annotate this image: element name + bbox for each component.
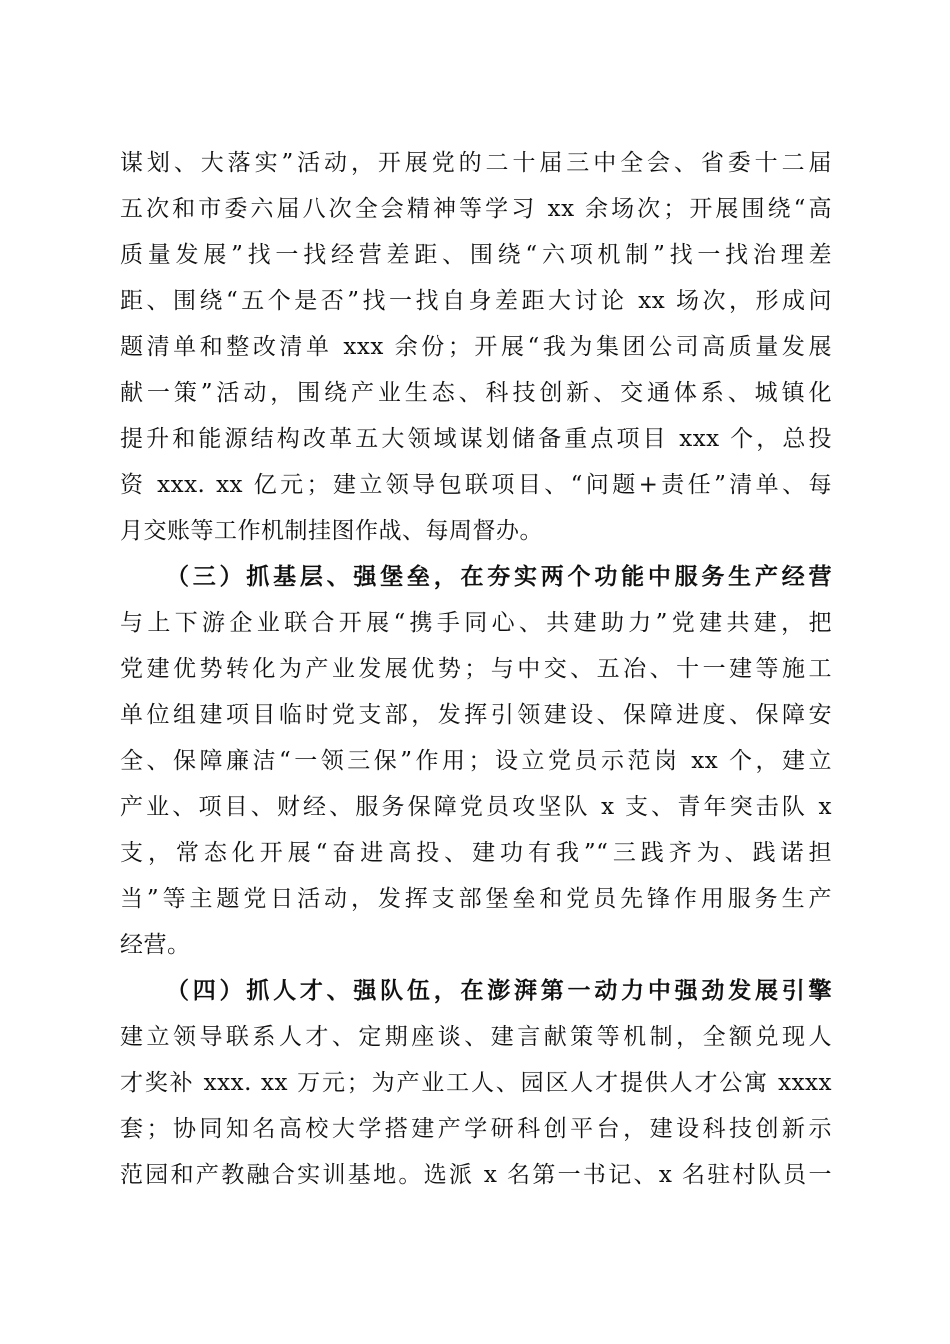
text-line: 献一策”活动，围绕产业生态、科技创新、交通体系、城镇化 [120,380,832,406]
text-line: 质量发展”找一找经营差距、围绕“六项机制”找一找治理差 [120,242,832,268]
document-body [120,140,832,1198]
text-line: 才奖补 xxx. xx 万元；为产业工人、园区人才提供人才公寓 xxxx [120,1070,832,1096]
text-line: 经营。 [120,932,191,958]
paragraph-4 [120,968,832,1198]
text-line: 当”等主题党日活动，发挥支部堡垒和党员先锋作用服务生产 [120,886,832,912]
text-line: 党建优势转化为产业发展优势；与中交、五冶、十一建等施工 [120,656,832,682]
text-line: 套；协同知名高校大学搭建产学研科创平台，建设科技创新示 [120,1116,832,1142]
text-line: 资 xxx. xx 亿元；建立领导包联项目、“问题+责任”清单、每 [120,472,832,498]
text-line: 范园和产教融合实训基地。选派 x 名第一书记、x 名驻村队员一 [120,1162,832,1188]
text-line: 谋划、大落实”活动，开展党的二十届三中全会、省委十二届 [120,150,832,176]
text-line: 五次和市委六届八次全会精神等学习 xx 余场次；开展围绕“高 [120,196,832,222]
text-line: 月交账等工作机制挂图作战、每周督办。 [120,518,543,544]
text-line: 提升和能源结构改革五大领域谋划储备重点项目 xxx 个，总投 [120,426,832,452]
paragraph-2-continuation [120,140,832,554]
text-line: 与上下游企业联合开展“携手同心、共建助力”党建共建，把 [120,610,832,636]
section-heading-4: （四）抓人才、强队伍，在澎湃第一动力中强劲发展引擎 [166,977,832,1004]
text-line: 题清单和整改清单 xxx 余份；开展“我为集团公司高质量发展 [120,334,832,360]
text-line: 单位组建项目临时党支部，发挥引领建设、保障进度、保障安 [120,702,832,728]
text-line: 支，常态化开展“奋进高投、建功有我”“三践齐为、践诺担 [120,840,832,866]
text-line: 建立领导联系人才、定期座谈、建言献策等机制，全额兑现人 [120,1024,832,1050]
text-line: 距、围绕“五个是否”找一找自身差距大讨论 xx 场次，形成问 [120,288,832,314]
paragraph-3 [120,554,832,968]
text-line: 产业、项目、财经、服务保障党员攻坚队 x 支、青年突击队 x [120,794,832,820]
text-line: 全、保障廉洁“一领三保”作用；设立党员示范岗 xx 个，建立 [120,748,832,774]
section-heading-3: （三）抓基层、强堡垒，在夯实两个功能中服务生产经营 [166,563,832,590]
